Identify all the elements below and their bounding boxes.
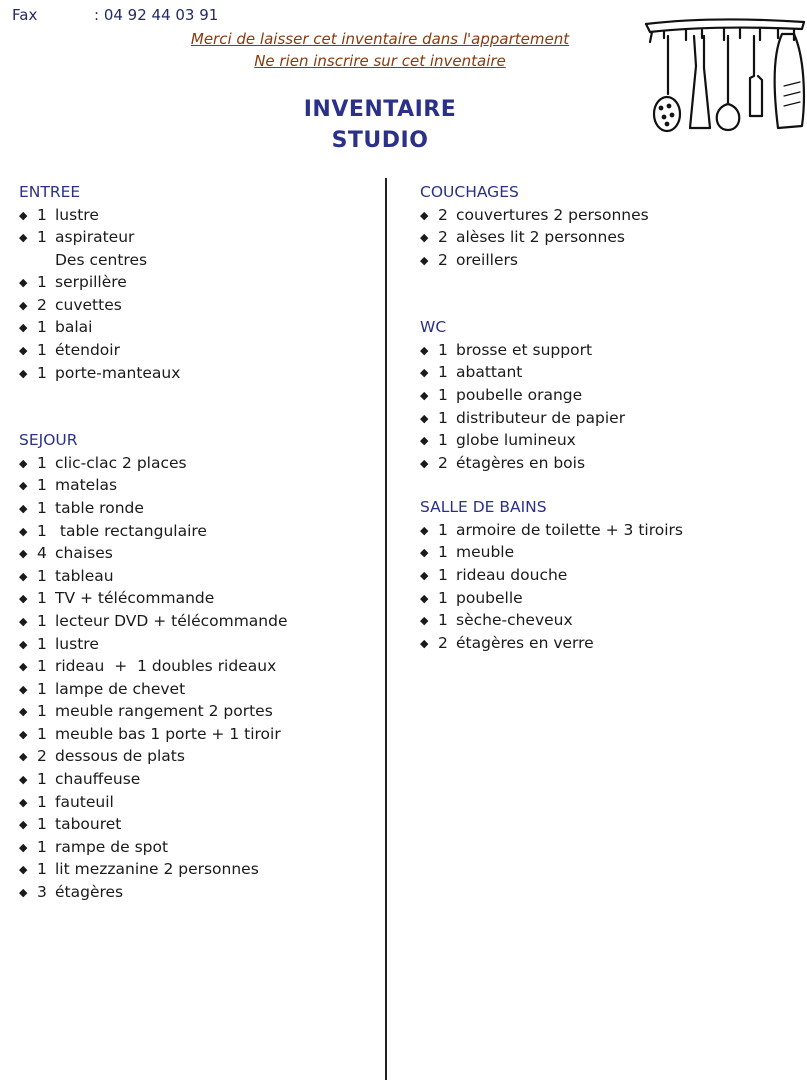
item-qty: 1 <box>438 588 448 607</box>
item-qty: 2 <box>438 453 448 472</box>
bullet-icon: ◆ <box>19 705 28 719</box>
bullet-icon: ◆ <box>19 298 28 312</box>
item-label: meuble bas 1 porte + 1 tiroir <box>55 724 281 743</box>
item-label: étagères en bois <box>456 453 586 472</box>
bullet-icon: ◆ <box>19 208 28 222</box>
bullet-icon: ◆ <box>19 501 28 515</box>
item-qty: 1 <box>37 498 47 517</box>
item-label: armoire de toilette + 3 tiroirs <box>456 520 683 539</box>
item-qty: 1 <box>37 860 47 879</box>
item-qty: 1 <box>438 566 448 585</box>
list-item <box>420 632 683 655</box>
item-label: clic-clac 2 places <box>55 453 187 472</box>
bullet-icon: ◆ <box>420 411 429 425</box>
item-qty: 1 <box>37 634 47 653</box>
bullet-icon: ◆ <box>19 682 28 696</box>
bullet-icon: ◆ <box>19 547 28 561</box>
item-label: table rectangulaire <box>55 521 207 540</box>
item-qty: 1 <box>37 589 47 608</box>
item-label: rampe de spot <box>55 837 169 856</box>
section-title: COUCHAGES <box>420 183 519 201</box>
list-item <box>19 678 288 701</box>
list-item <box>19 339 288 362</box>
item-label: lustre <box>55 634 99 653</box>
section-title: WC <box>420 318 447 337</box>
item-label: fauteuil <box>55 792 114 811</box>
section-couchages <box>420 181 683 271</box>
list-item <box>19 271 288 294</box>
list-item <box>420 541 683 564</box>
list-item <box>19 700 288 723</box>
bullet-icon: ◆ <box>19 660 28 674</box>
item-qty: 1 <box>438 611 448 630</box>
bullet-icon: ◆ <box>19 592 28 606</box>
item-qty: 1 <box>37 837 47 856</box>
item-label: étagères en verre <box>456 633 594 652</box>
bullet-icon: ◆ <box>19 524 28 538</box>
item-label: lit mezzanine 2 personnes <box>55 860 259 879</box>
item-label: lustre <box>55 205 99 224</box>
list-item <box>19 745 288 768</box>
bullet-icon: ◆ <box>420 523 429 537</box>
list-item <box>420 249 683 272</box>
item-label: étendoir <box>55 341 120 360</box>
item-qty: 1 <box>438 385 448 404</box>
bullet-icon: ◆ <box>420 614 429 628</box>
bullet-icon: ◆ <box>19 344 28 358</box>
item-qty: 1 <box>37 815 47 834</box>
item-qty: 1 <box>37 792 47 811</box>
fax-label: Fax <box>12 6 38 24</box>
section-sejour <box>19 429 288 903</box>
item-qty: 4 <box>37 544 47 563</box>
bullet-icon: ◆ <box>19 818 28 832</box>
bullet-icon: ◆ <box>19 750 28 764</box>
item-label: dessous de plats <box>55 747 185 766</box>
item-label: aspirateur <box>55 228 135 247</box>
list-item <box>19 497 288 520</box>
item-label: tableau <box>55 566 114 585</box>
bullet-icon: ◆ <box>19 456 28 470</box>
list-item <box>420 609 683 632</box>
item-qty: 1 <box>438 408 448 427</box>
bullet-icon: ◆ <box>420 456 429 470</box>
list-item <box>19 836 288 859</box>
list-item <box>19 791 288 814</box>
item-label: balai <box>55 318 93 337</box>
fax-line <box>12 6 218 24</box>
bullet-icon: ◆ <box>420 636 429 650</box>
list-item <box>19 520 288 543</box>
list-item <box>19 294 288 317</box>
item-qty: 1 <box>438 340 448 359</box>
fax-number: : 04 92 44 03 91 <box>94 6 219 24</box>
bullet-icon: ◆ <box>19 795 28 809</box>
list-item <box>420 361 683 384</box>
list-item <box>19 881 288 904</box>
item-label: lampe de chevet <box>55 679 186 698</box>
bullet-icon: ◆ <box>420 231 429 245</box>
item-qty: 1 <box>37 228 47 247</box>
item-label: meuble rangement 2 portes <box>55 702 273 721</box>
item-qty: 1 <box>37 702 47 721</box>
list-item <box>19 226 288 249</box>
item-label: sèche-cheveux <box>456 611 573 630</box>
list-item <box>19 474 288 497</box>
list-item <box>420 384 683 407</box>
list-item <box>420 339 683 362</box>
bullet-icon: ◆ <box>19 637 28 651</box>
item-qty: 1 <box>438 520 448 539</box>
bullet-icon: ◆ <box>19 840 28 854</box>
item-label: alèses lit 2 personnes <box>456 228 625 247</box>
item-label: poubelle <box>456 588 523 607</box>
list-item <box>19 316 288 339</box>
item-qty: 1 <box>37 679 47 698</box>
list-item <box>19 610 288 633</box>
item-label: matelas <box>55 476 118 495</box>
item-qty: 2 <box>438 228 448 247</box>
list-item <box>19 655 288 678</box>
item-qty: 1 <box>37 657 47 676</box>
item-qty: 2 <box>438 633 448 652</box>
list-item <box>19 204 288 227</box>
item-qty: 1 <box>37 476 47 495</box>
item-label: table ronde <box>55 498 144 517</box>
item-label: chauffeuse <box>55 770 141 789</box>
list-item <box>19 858 288 881</box>
section-entree <box>19 181 288 384</box>
bullet-icon: ◆ <box>19 773 28 787</box>
list-item <box>19 723 288 746</box>
kitchen-utensils-icon <box>642 16 807 134</box>
item-label: TV + télécommande <box>55 589 215 608</box>
item-label: cuvettes <box>55 295 122 314</box>
list-item <box>19 633 288 656</box>
list-item <box>19 362 288 385</box>
item-qty: 1 <box>37 318 47 337</box>
section-salle-de-bains <box>420 496 683 654</box>
item-qty: 1 <box>37 363 47 382</box>
item-qty: 1 <box>37 770 47 789</box>
section-wc <box>420 316 683 474</box>
left-column <box>19 181 288 904</box>
item-qty: 1 <box>438 431 448 450</box>
list-item <box>420 226 683 249</box>
item-note: Des centres <box>55 250 148 269</box>
item-label: serpillère <box>55 273 127 292</box>
bullet-icon: ◆ <box>420 569 429 583</box>
list-item <box>420 519 683 542</box>
list-item <box>420 204 683 227</box>
item-label: globe lumineux <box>456 431 576 450</box>
bullet-icon: ◆ <box>420 366 429 380</box>
bullet-icon: ◆ <box>420 208 429 222</box>
page-title: INVENTAIRE <box>303 97 457 122</box>
list-item <box>420 564 683 587</box>
bullet-icon: ◆ <box>19 366 28 380</box>
list-item <box>19 813 288 836</box>
item-label: tabouret <box>55 815 122 834</box>
bullet-icon: ◆ <box>19 321 28 335</box>
item-qty: 1 <box>37 611 47 630</box>
item-qty: 1 <box>37 521 47 540</box>
item-qty: 1 <box>37 453 47 472</box>
item-label: rideau + 1 doubles rideaux <box>55 657 277 676</box>
bullet-icon: ◆ <box>19 727 28 741</box>
item-qty: 1 <box>37 724 47 743</box>
list-item <box>420 587 683 610</box>
item-label: rideau douche <box>456 566 568 585</box>
list-item <box>420 429 683 452</box>
right-column <box>420 181 683 654</box>
list-item <box>420 407 683 430</box>
item-qty: 1 <box>37 341 47 360</box>
bullet-icon: ◆ <box>19 276 28 290</box>
list-item <box>420 452 683 475</box>
item-label: étagères <box>55 883 124 902</box>
item-label: meuble <box>456 543 515 562</box>
list-item <box>19 452 288 475</box>
page-subtitle: STUDIO <box>331 128 429 153</box>
list-item <box>19 542 288 565</box>
bullet-icon: ◆ <box>420 343 429 357</box>
bullet-icon: ◆ <box>420 546 429 560</box>
bullet-icon: ◆ <box>19 231 28 245</box>
list-item <box>19 587 288 610</box>
list-item <box>19 768 288 791</box>
list-item <box>19 565 288 588</box>
item-label: oreillers <box>456 250 518 269</box>
bullet-icon: ◆ <box>19 886 28 900</box>
bullet-icon: ◆ <box>420 434 429 448</box>
bullet-icon: ◆ <box>19 569 28 583</box>
bullet-icon: ◆ <box>420 591 429 605</box>
item-qty: 1 <box>438 543 448 562</box>
item-label: distributeur de papier <box>456 408 626 427</box>
item-qty: 1 <box>37 205 47 224</box>
item-label: porte-manteaux <box>55 363 181 382</box>
bullet-icon: ◆ <box>420 253 429 267</box>
item-label: poubelle orange <box>456 385 583 404</box>
bullet-icon: ◆ <box>420 388 429 402</box>
item-qty: 2 <box>37 295 47 314</box>
notice-do-not-write: Ne rien inscrire sur cet inventaire <box>254 52 506 70</box>
bullet-icon: ◆ <box>19 614 28 628</box>
item-label: lecteur DVD + télécommande <box>55 611 288 630</box>
item-qty: 2 <box>438 205 448 224</box>
item-qty: 1 <box>37 273 47 292</box>
item-qty: 2 <box>438 250 448 269</box>
section-title: SALLE DE BAINS <box>420 498 547 517</box>
section-title: ENTREE <box>19 183 81 201</box>
item-qty: 1 <box>37 566 47 585</box>
bullet-icon: ◆ <box>19 479 28 493</box>
item-qty: 3 <box>37 883 47 902</box>
item-label: chaises <box>55 544 113 563</box>
item-label: couvertures 2 personnes <box>456 205 649 224</box>
item-qty: 2 <box>37 747 47 766</box>
column-divider <box>385 178 387 1080</box>
section-title: SEJOUR <box>19 431 78 450</box>
notice-keep-inventory: Merci de laisser cet inventaire dans l'appartement <box>190 30 570 48</box>
item-qty: 1 <box>438 363 448 382</box>
item-label: abattant <box>456 363 523 382</box>
bullet-icon: ◆ <box>19 863 28 877</box>
item-label: brosse et support <box>456 340 593 359</box>
